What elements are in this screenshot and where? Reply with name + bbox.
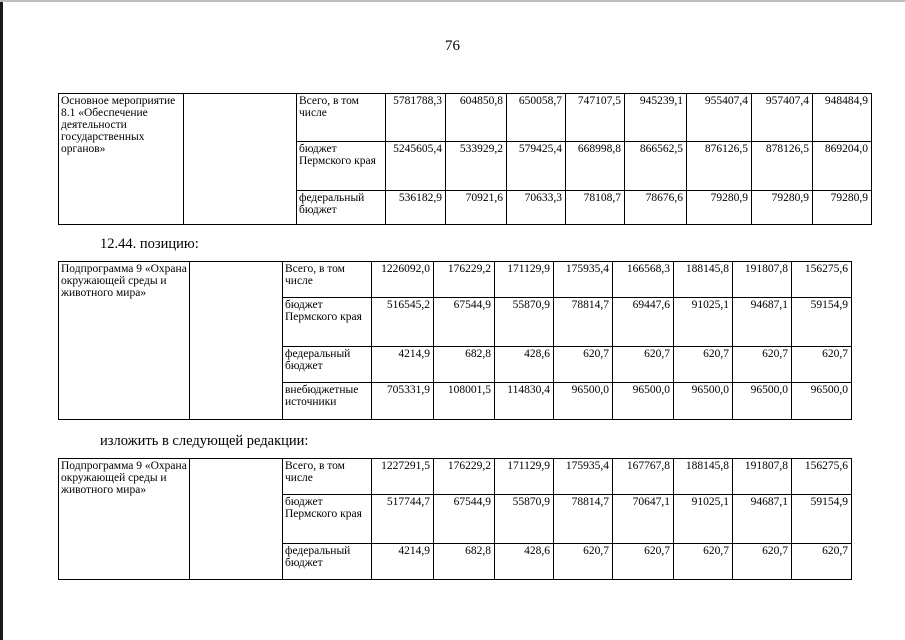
value-cell: 55870,9 — [495, 298, 554, 347]
value-cell: 156275,6 — [792, 262, 852, 298]
table-row — [59, 262, 852, 298]
program-description: Основное мероприятие 8.1 «Обеспечение деятельности государственных органов» — [59, 94, 184, 225]
value-cell: 945239,1 — [625, 94, 687, 142]
value-cell: 59154,9 — [792, 495, 852, 544]
scan-top-edge — [0, 0, 905, 2]
value-cell: 878126,5 — [752, 142, 813, 191]
empty-cell — [190, 459, 283, 580]
value-cell: 191807,8 — [733, 262, 792, 298]
value-cell: 428,6 — [495, 347, 554, 383]
value-cell: 171129,9 — [495, 262, 554, 298]
page-number: 76 — [445, 38, 460, 54]
value-cell: 5245605,4 — [386, 142, 446, 191]
value-cell: 682,8 — [434, 347, 495, 383]
value-cell: 620,7 — [733, 347, 792, 383]
value-cell: 156275,6 — [792, 459, 852, 495]
value-cell: 91025,1 — [674, 298, 733, 347]
value-cell: 67544,9 — [434, 298, 495, 347]
row-label: Всего, в том числе — [283, 459, 372, 495]
value-cell: 96500,0 — [674, 383, 733, 420]
value-cell: 188145,8 — [674, 459, 733, 495]
value-cell: 536182,9 — [386, 191, 446, 225]
row-label: бюджет Пермского края — [283, 495, 372, 544]
value-cell: 67544,9 — [434, 495, 495, 544]
program-description: Подпрограмма 9 «Охрана окружающей среды и животного мира» — [59, 459, 190, 580]
value-cell: 620,7 — [613, 544, 674, 580]
value-cell: 620,7 — [674, 347, 733, 383]
row-label: федеральный бюджет — [297, 191, 386, 225]
row-label: федеральный бюджет — [283, 544, 372, 580]
value-cell: 171129,9 — [495, 459, 554, 495]
value-cell: 668998,8 — [566, 142, 625, 191]
value-cell: 78814,7 — [554, 298, 613, 347]
value-cell: 428,6 — [495, 544, 554, 580]
value-cell: 79280,9 — [687, 191, 752, 225]
value-cell: 94687,1 — [733, 298, 792, 347]
value-cell: 176229,2 — [434, 262, 495, 298]
value-cell: 620,7 — [792, 347, 852, 383]
value-cell: 91025,1 — [674, 495, 733, 544]
value-cell: 108001,5 — [434, 383, 495, 420]
value-cell: 747107,5 — [566, 94, 625, 142]
empty-cell — [184, 94, 297, 225]
value-cell: 1226092,0 — [372, 262, 434, 298]
row-label: бюджет Пермского края — [283, 298, 372, 347]
value-cell: 869204,0 — [813, 142, 872, 191]
value-cell: 620,7 — [792, 544, 852, 580]
value-cell: 4214,9 — [372, 347, 434, 383]
value-cell: 533929,2 — [446, 142, 507, 191]
table-row — [59, 459, 852, 495]
value-cell: 70647,1 — [613, 495, 674, 544]
value-cell: 5781788,3 — [386, 94, 446, 142]
value-cell: 96500,0 — [613, 383, 674, 420]
value-cell: 620,7 — [613, 347, 674, 383]
value-cell: 166568,3 — [613, 262, 674, 298]
value-cell: 604850,8 — [446, 94, 507, 142]
empty-cell — [190, 262, 283, 420]
value-cell: 579425,4 — [507, 142, 566, 191]
value-cell: 876126,5 — [687, 142, 752, 191]
value-cell: 620,7 — [733, 544, 792, 580]
value-cell: 176229,2 — [434, 459, 495, 495]
row-label: внебюджетные источники — [283, 383, 372, 420]
value-cell: 866562,5 — [625, 142, 687, 191]
value-cell: 70921,6 — [446, 191, 507, 225]
value-cell: 96500,0 — [554, 383, 613, 420]
value-cell: 682,8 — [434, 544, 495, 580]
value-cell: 78108,7 — [566, 191, 625, 225]
row-label: Всего, в том числе — [297, 94, 386, 142]
value-cell: 191807,8 — [733, 459, 792, 495]
value-cell: 69447,6 — [613, 298, 674, 347]
value-cell: 620,7 — [554, 544, 613, 580]
budget-table-activity-8-1 — [58, 93, 872, 225]
row-label: бюджет Пермского края — [297, 142, 386, 191]
value-cell: 79280,9 — [813, 191, 872, 225]
value-cell: 4214,9 — [372, 544, 434, 580]
value-cell: 1227291,5 — [372, 459, 434, 495]
value-cell: 175935,4 — [554, 459, 613, 495]
value-cell: 96500,0 — [733, 383, 792, 420]
value-cell: 55870,9 — [495, 495, 554, 544]
table-row — [59, 94, 872, 142]
section-heading: изложить в следующей редакции: — [100, 433, 309, 449]
value-cell: 70633,3 — [507, 191, 566, 225]
value-cell: 650058,7 — [507, 94, 566, 142]
value-cell: 96500,0 — [792, 383, 852, 420]
value-cell: 78814,7 — [554, 495, 613, 544]
value-cell: 955407,4 — [687, 94, 752, 142]
budget-table-subprogram-9-current — [58, 261, 852, 420]
value-cell: 620,7 — [554, 347, 613, 383]
value-cell: 114830,4 — [495, 383, 554, 420]
row-label: Всего, в том числе — [283, 262, 372, 298]
program-description: Подпрограмма 9 «Охрана окружающей среды и животного мира» — [59, 262, 190, 420]
budget-table-subprogram-9-new — [58, 458, 852, 580]
row-label: федеральный бюджет — [283, 347, 372, 383]
value-cell: 59154,9 — [792, 298, 852, 347]
value-cell: 188145,8 — [674, 262, 733, 298]
value-cell: 78676,6 — [625, 191, 687, 225]
value-cell: 620,7 — [674, 544, 733, 580]
value-cell: 948484,9 — [813, 94, 872, 142]
section-heading: 12.44. позицию: — [100, 236, 199, 252]
value-cell: 957407,4 — [752, 94, 813, 142]
value-cell: 79280,9 — [752, 191, 813, 225]
scan-left-edge — [0, 0, 3, 640]
value-cell: 175935,4 — [554, 262, 613, 298]
value-cell: 517744,7 — [372, 495, 434, 544]
value-cell: 705331,9 — [372, 383, 434, 420]
value-cell: 167767,8 — [613, 459, 674, 495]
value-cell: 516545,2 — [372, 298, 434, 347]
value-cell: 94687,1 — [733, 495, 792, 544]
